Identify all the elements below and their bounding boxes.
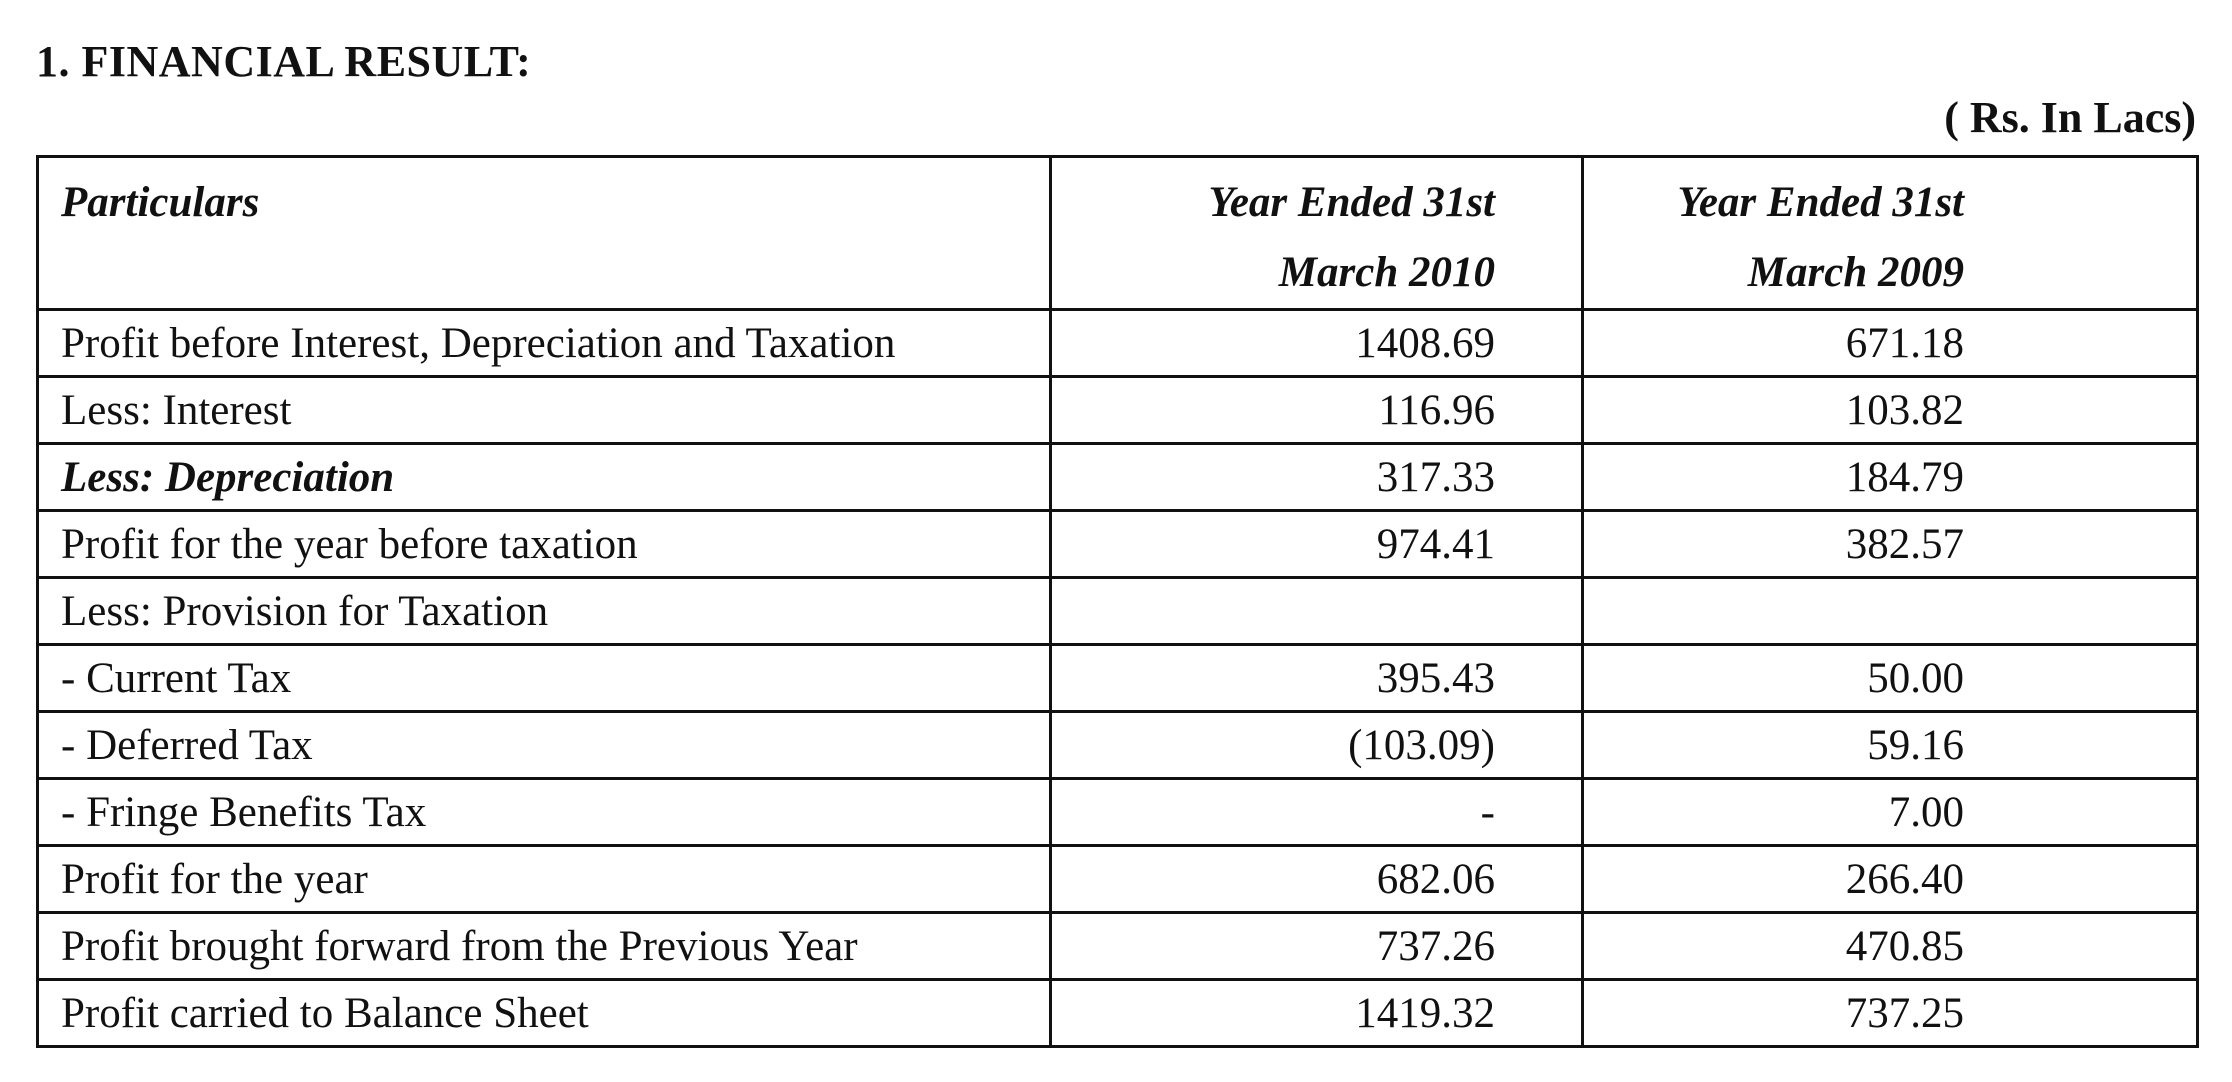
- value-2009: 7.00: [1583, 779, 2198, 846]
- value-2010: -: [1051, 779, 1583, 846]
- value-2009: 266.40: [1583, 846, 2198, 913]
- table-row: [38, 444, 2198, 511]
- section-title: 1. FINANCIAL RESULT:: [36, 37, 532, 86]
- row-label: Profit before Interest, Depreciation and Taxation: [38, 310, 1051, 377]
- table-row: [38, 779, 2198, 846]
- row-label: Profit for the year before taxation: [38, 511, 1051, 578]
- value-2009: 50.00: [1583, 645, 2198, 712]
- value-2009: 671.18: [1583, 310, 2198, 377]
- value-2009: 184.79: [1583, 444, 2198, 511]
- value-2010: 1408.69: [1051, 310, 1583, 377]
- table-row: [38, 511, 2198, 578]
- header-year-2010: Year Ended 31st March 2010: [1051, 157, 1583, 310]
- financial-result-table: [36, 155, 2199, 1048]
- value-2009: [1583, 578, 2198, 645]
- table-header-row: [38, 157, 2198, 310]
- value-2009: 103.82: [1583, 377, 2198, 444]
- row-label: - Current Tax: [38, 645, 1051, 712]
- value-2010: 1419.32: [1051, 980, 1583, 1047]
- row-label: - Fringe Benefits Tax: [38, 779, 1051, 846]
- value-2009: 59.16: [1583, 712, 2198, 779]
- value-2009: 382.57: [1583, 511, 2198, 578]
- table-row: [38, 645, 2198, 712]
- row-label: Profit brought forward from the Previous Year: [38, 913, 1051, 980]
- table-row: [38, 578, 2198, 645]
- table-row: [38, 913, 2198, 980]
- value-2010: (103.09): [1051, 712, 1583, 779]
- value-2010: 737.26: [1051, 913, 1583, 980]
- value-2010: 116.96: [1051, 377, 1583, 444]
- value-2010: 317.33: [1051, 444, 1583, 511]
- row-label: - Deferred Tax: [38, 712, 1051, 779]
- header-particulars: Particulars: [38, 157, 1051, 310]
- value-2010: 395.43: [1051, 645, 1583, 712]
- header-year-2009: Year Ended 31st March 2009: [1583, 157, 2198, 310]
- table-row: [38, 377, 2198, 444]
- row-label: Profit for the year: [38, 846, 1051, 913]
- row-label: Less: Interest: [38, 377, 1051, 444]
- value-2010: 974.41: [1051, 511, 1583, 578]
- table-row: [38, 980, 2198, 1047]
- table-row: [38, 310, 2198, 377]
- row-label: Profit carried to Balance Sheet: [38, 980, 1051, 1047]
- value-2010: 682.06: [1051, 846, 1583, 913]
- row-label: Less: Provision for Taxation: [38, 578, 1051, 645]
- value-2010: [1051, 578, 1583, 645]
- units-note: ( Rs. In Lacs): [1944, 93, 2196, 142]
- value-2009: 737.25: [1583, 980, 2198, 1047]
- table-row: [38, 712, 2198, 779]
- value-2009: 470.85: [1583, 913, 2198, 980]
- table-row: [38, 846, 2198, 913]
- row-label: Less: Depreciation: [38, 444, 1051, 511]
